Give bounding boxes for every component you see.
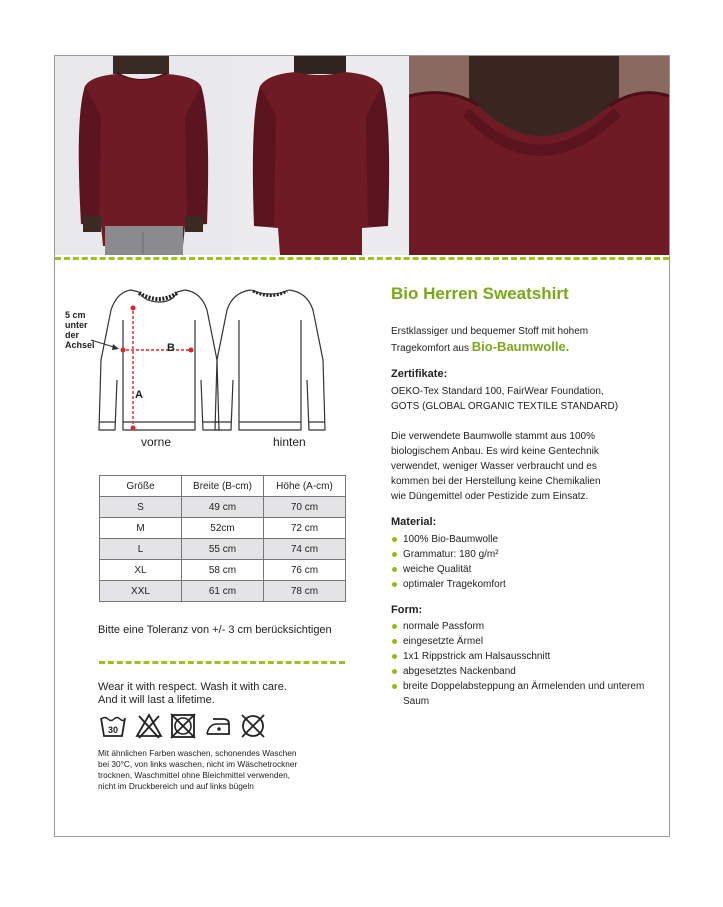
table-cell: 52cm xyxy=(182,518,264,539)
product-title: Bio Herren Sweatshirt xyxy=(391,284,569,303)
table-cell: 78 cm xyxy=(264,581,346,602)
list-item: weiche Qualität xyxy=(391,562,651,577)
table-cell: 74 cm xyxy=(264,539,346,560)
photo-front-view xyxy=(55,56,232,255)
table-row xyxy=(100,539,346,560)
shirt-outline-drawing xyxy=(61,280,361,465)
material-list xyxy=(391,532,651,592)
intro-highlight: Bio-Baumwolle. xyxy=(471,339,570,354)
dimension-a-label: A xyxy=(135,389,143,401)
photo-strip xyxy=(55,56,669,255)
wash-30-icon xyxy=(99,712,127,740)
dimension-b-label: B xyxy=(167,342,175,354)
divider-mid xyxy=(99,661,345,664)
no-bleach-icon xyxy=(135,712,163,740)
form-list xyxy=(391,619,646,709)
list-item: abgesetztes Nackenband xyxy=(391,664,646,679)
size-sketch xyxy=(61,280,361,465)
table-cell: XXL xyxy=(100,581,182,602)
table-row xyxy=(100,560,346,581)
table-cell: 58 cm xyxy=(182,560,264,581)
intro-line2 xyxy=(391,339,651,356)
list-item: eingesetzte Ärmel xyxy=(391,634,646,649)
no-dry-clean-icon xyxy=(239,712,267,740)
table-cell: 76 cm xyxy=(264,560,346,581)
list-item: breite Doppelabsteppung an Ärmelenden und unterem Saum xyxy=(391,679,646,709)
table-cell: 70 cm xyxy=(264,497,346,518)
table-cell: 55 cm xyxy=(182,539,264,560)
table-cell: S xyxy=(100,497,182,518)
material-heading: Material: xyxy=(391,516,437,528)
table-cell: L xyxy=(100,539,182,560)
product-sheet xyxy=(54,55,670,837)
divider-top xyxy=(55,257,669,260)
table-cell: 72 cm xyxy=(264,518,346,539)
measure-note: 5 cm unter der Achsel xyxy=(65,310,95,350)
table-row xyxy=(100,497,346,518)
care-slogan-line2: And it will last a lifetime. xyxy=(98,694,215,706)
wash-temp-text: 30 xyxy=(107,725,119,735)
photo-collar-closeup xyxy=(409,56,669,255)
header-height: Höhe (A-cm) xyxy=(264,476,346,497)
table-cell: 61 cm xyxy=(182,581,264,602)
list-item: Grammatur: 180 g/m² xyxy=(391,547,651,562)
intro-line1: Erstklassiger und bequemer Stoff mit hohem xyxy=(391,326,589,337)
size-table-header xyxy=(100,476,346,497)
care-slogan xyxy=(98,681,287,707)
table-row xyxy=(100,518,346,539)
no-tumble-dry-icon xyxy=(169,712,197,740)
header-width: Breite (B-cm) xyxy=(182,476,264,497)
table-cell: M xyxy=(100,518,182,539)
form-heading: Form: xyxy=(391,604,423,616)
table-cell: 49 cm xyxy=(182,497,264,518)
back-label: hinten xyxy=(273,435,306,449)
header-size: Größe xyxy=(100,476,182,497)
photo-back-view xyxy=(232,56,409,255)
front-label: vorne xyxy=(141,435,172,449)
size-table xyxy=(99,475,346,602)
table-row xyxy=(100,581,346,602)
care-slogan-line1: Wear it with respect. Wash it with care. xyxy=(98,681,287,693)
cotton-text: Die verwendete Baumwolle stammt aus 100% biologischem Anbau. Es wird keine Gentechnik verwendet, weniger Wasser verbraucht und es kommen bei der Herstellung keine Chemikalien wie Düngemittel oder Pestizide zum Einsatz. xyxy=(391,431,601,502)
list-item: 100% Bio-Baumwolle xyxy=(391,532,651,547)
product-intro xyxy=(391,324,651,356)
table-cell: XL xyxy=(100,560,182,581)
cert-heading: Zertifikate: xyxy=(391,368,448,380)
list-item: 1x1 Rippstrick am Halsausschnitt xyxy=(391,649,646,664)
cert-text: OEKO-Tex Standard 100, FairWear Foundation, GOTS (GLOBAL ORGANIC TEXTILE STANDARD) xyxy=(391,386,619,412)
care-instructions: Mit ähnlichen Farben waschen, schonendes Waschen bei 30°C, von links waschen, nicht im Wäschetrockner trocknen, Waschmittel ohne Bleichmittel verwenden, nicht im Druckbereich und auf links bügeln xyxy=(98,748,298,791)
list-item: optimaler Tragekomfort xyxy=(391,577,651,592)
intro-line2-text: Tragekomfort aus xyxy=(391,343,472,354)
list-item: normale Passform xyxy=(391,619,646,634)
low-iron-icon xyxy=(203,712,233,740)
tolerance-note: Bitte eine Toleranz von +/- 3 cm berücksichtigen xyxy=(98,624,332,636)
